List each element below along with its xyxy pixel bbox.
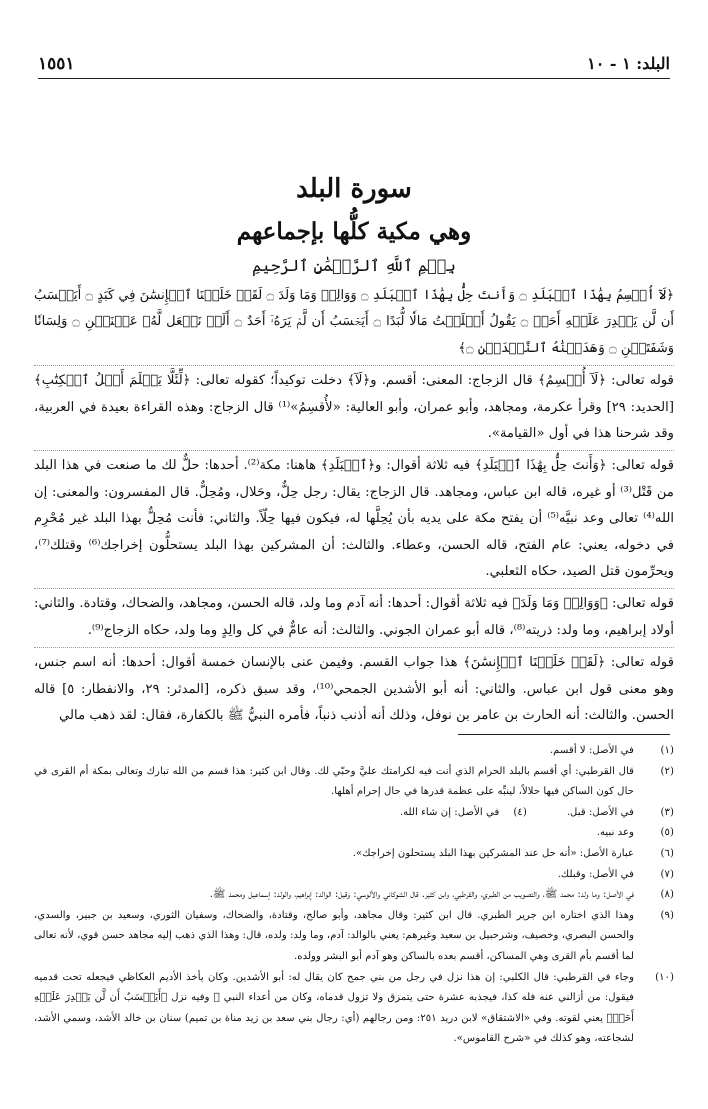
- surah-subtitle: وهي مكية كلُّها بإجماعهم: [236, 218, 472, 245]
- footnote-number: (٢): [660, 765, 674, 777]
- footnote-text: في الأصل: قبل.: [566, 806, 634, 818]
- footnote-number: (٥): [660, 827, 674, 839]
- footnote-number: (٨): [660, 889, 674, 901]
- footnote-number: (٦): [660, 847, 674, 859]
- footnote: [34, 762, 674, 803]
- footnote-text: في الأصل: لا أقسم.: [549, 745, 634, 756]
- page-header: [38, 52, 670, 79]
- footnote-number: (١): [660, 745, 674, 756]
- footnote-text: وهذا الذي اختاره ابن جرير الطبري. قال ابن كثير: وقال مجاهد، وأبو صالح، وقتادة، والضحاك، وسفيان الثوري، وسعيد بن جبير، والسدي، والحسن البصري، وخصيف، وشرحبيل بن سعيد وغيرهم: يعني بالوالد: آدم، وما ولد: ولده، قال: وهذا الذي ذهب إليه مجاهد حسن قوي، لأنه تعالى لما أقسم بأم القرى وهي المساكن، أقسم بعده بالساكن وهو آدم أبو البشر وولده.: [34, 909, 634, 962]
- footnote: [34, 885, 674, 906]
- footnote: [34, 906, 674, 968]
- footnote-text: قال القرطبي: أي أقسم بالبلد الحرام الذي أنت فيه لكرامتك عليَّ وحبّي لك. وقال ابن كثير: هذا قسم من الله تبارك وتعالى بمكة أم القرى في حال كون الساكن فيها حلالاً، لينبِّه على عظمة قدرها في حال إحرام أهلها.: [34, 765, 634, 798]
- footnote-number: (٤): [513, 806, 527, 818]
- footnote-text: وعد نبيه.: [596, 827, 634, 839]
- footnote-text: في الأصل: إن شاء الله.: [399, 806, 500, 818]
- footnote: [34, 844, 674, 865]
- footnote-number: (٣): [660, 806, 674, 818]
- footnote-text: في الأصل: وقبلك.: [557, 868, 634, 880]
- footnote: [34, 968, 674, 1050]
- footnote-text: عبارة الأصل: «أنه حل عند المشركين بهذا البلد يستحلون إخراجك».: [352, 847, 634, 859]
- surah-title: سورة البلد: [296, 174, 412, 204]
- footnote: [34, 865, 674, 886]
- footnote-text: في الأصل: وما ولد: محمد ﷺ، والتصويب من الطبري، والقرطبي، وابن كثير. قال الشوكاني والألوسي: وقيل: الوالد: إبراهيم، والولد: إسماعيل ومحمد ﷺ.: [209, 889, 634, 901]
- footnote-divider: [458, 734, 670, 735]
- commentary-paragraph: قوله تعالى: ﴿لَقَدۡ خَلَقۡنَا ٱلۡإِنسَٰنَ﴾ هذا جواب القسم. وفيمن عنى بالإنسان خمسة أقوال: أحدها: أنه اسم جنس، وهو معنى قول ابن عباس. والثاني: أنه أبو الأشدين الجمحي⁽¹⁰⁾، وقد سبق ذكره، [المدثر: ٢٩، والانفطار: ٥] قاله الحسن. والثالث: أنه الحارث بن عامر بن نوفل، وذلك أنه أذنب ذنباً، فأمره النبيُّ ﷺ بالكفارة، فقال: لقد ذهب مالي: [34, 647, 674, 729]
- commentary-body: [34, 283, 674, 730]
- basmala: بِسۡمِ ٱللَّهِ ٱلرَّحۡمَٰنِ ٱلرَّحِيمِ: [252, 256, 456, 275]
- footnote-number: (٩): [660, 909, 674, 921]
- commentary-paragraph: قوله تعالى: ﴿وَوَالِدٖ وَمَا وَلَدَ﴾ فيه ثلاثة أقوال: أحدها: أنه آدم وما ولد، قاله الحسن، ومجاهد، والضحاك، وقتادة. والثاني: أولاد إبراهيم، وما ولد: ذريته⁽⁸⁾، قاله أبو عمران الجوني. والثالث: أنه عامٌّ في كل والِدٍ وما ولد، حكاه الزجاج⁽⁹⁾.: [34, 588, 674, 644]
- footnote: [34, 741, 674, 762]
- page-number: ١٥٥١: [38, 54, 75, 74]
- running-title: البلد: ١ - ١٠: [587, 54, 670, 73]
- footnote: [34, 823, 674, 844]
- footnote-text: وجاء في القرطبي: قال الكلبي: إن هذا نزل في رجل من بني جمح كان يقال له: أبو الأشدين. وكان يأخذ الأديم العكاظي فيجعله تحت قدميه فيقول: من أزالني عنه فله كذا، فيجذبه عشرة حتى يتمزق ولا تزول قدماه، وكان من أعداء النبي ﷺ وفيه نزل ﴿أَيَحۡسَبُ أَن لَّن يَقۡدِرَ عَلَيۡهِ أَحَدٞ﴾ يعني لقوته. وفي «الاشتقاق» لابن دريد ٢٥١: ومن رجالهم (أي: رجال بني سعد بن زيد مناة بن تميم) سنان بن خالد الأشد، وسمي الأشد، لشجاعته، وهو كذلك في «شرح القاموس».: [34, 971, 634, 1045]
- commentary-paragraph: قوله تعالى: ﴿وَأَنتَ حِلُّۢ بِهَٰذَا ٱلۡبَلَدِ﴾ فيه ثلاثة أقوال: و﴿ٱلۡبَلَدِ﴾ هاهنا: مكة⁽²⁾. أحدها: حلٌّ لك ما صنعت في هذا البلد من قَتْل⁽³⁾ أو غيره، قاله ابن عباس، ومجاهد. قال الزجاج: يقال: رجل حِلٌّ، وحَلال، ومُحِلٌّ. قال المفسرون: والمعنى: إن الله⁽⁴⁾ تعالى وعد نبيَّه⁽⁵⁾ أن يفتح مكة على يديه بأن يُحِلَّها له، فيكون فيها حِلّاً. والثاني: فأنت مُحِلٌّ بهذا البلد غير مُحْرِم في دخوله، يعني: عام الفتح، قاله الحسن، وعطاء. والثالث: أن المشركين بهذا البلد يستحلُّون إخراجك⁽⁶⁾ وقتلك⁽⁷⁾، ويحرِّمون قتل الصيد، حكاه الثعلبي.: [34, 450, 674, 585]
- footnote-number: (٧): [660, 868, 674, 880]
- footnotes: [34, 741, 674, 1050]
- commentary-paragraph: قوله تعالى: ﴿لَآ أُقۡسِمُ﴾ قال الزجاج: المعنى: أقسم. و﴿لَآ﴾ دخلت توكيداً؛ كقوله تعالى: ﴿لِّئَلَّا يَعۡلَمَ أَهۡلُ ٱلۡكِتَٰبِ﴾ [الحديد: ٢٩] وقرأ عكرمة، ومجاهد، وأبو عمران، وأبو العالية: «لأُقسِمُ»⁽¹⁾ قال الزجاج: وهذه القراءة بعيدة في العربية، وقد شرحنا هذا في أول «القيامة».: [34, 365, 674, 447]
- footnote-number: (١٠): [655, 971, 674, 983]
- footnote: [34, 803, 674, 824]
- quran-verses: ﴿لَآ أُقۡسِمُ بِهَٰذَا ٱلۡبَلَدِ ۝ وَأَنتَ حِلُّۢ بِهَٰذَا ٱلۡبَلَدِ ۝ وَوَالِدٖ وَمَا وَلَدَ ۝ لَقَدۡ خَلَقۡنَا ٱلۡإِنسَٰنَ فِي كَبَدٍ ۝ أَيَحۡسَبُ أَن لَّن يَقۡدِرَ عَلَيۡهِ أَحَدٞ ۝ يَقُولُ أَهۡلَكۡتُ مَالٗا لُّبَدًا ۝ أَيَحۡسَبُ أَن لَّمۡ يَرَهُۥٓ أَحَدٌ ۝ أَلَمۡ نَجۡعَل لَّهُۥ عَيۡنَيۡنِ ۝ وَلِسَانٗا وَشَفَتَيۡنِ ۝ وَهَدَيۡنَٰهُ ٱلنَّجۡدَيۡنِ ۝﴾: [34, 288, 675, 356]
